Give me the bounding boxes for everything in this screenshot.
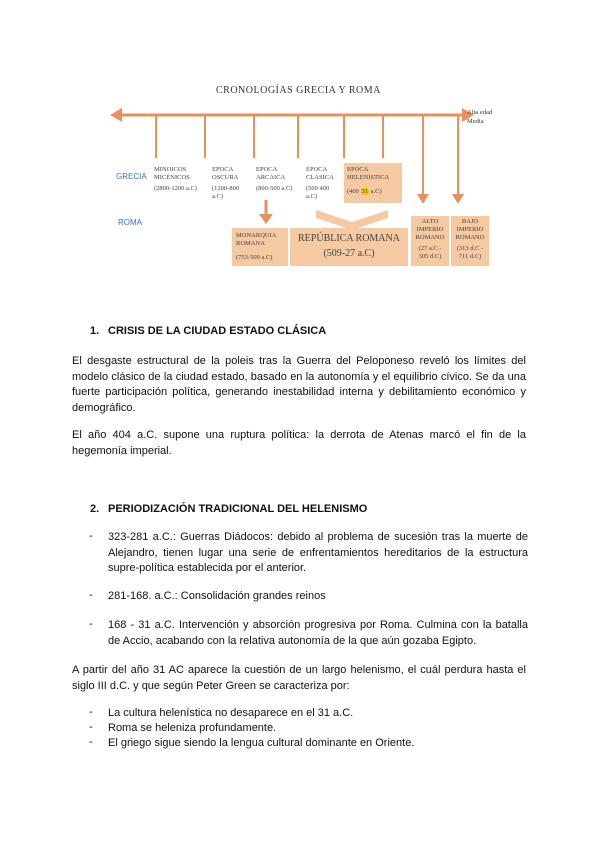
period-dates: (509-27 a.C) xyxy=(323,248,375,259)
period-name: MONARQUIA ROMANA xyxy=(236,232,277,247)
period-clasica xyxy=(306,166,340,201)
section1-number: 1. xyxy=(90,325,100,337)
bullet-dash: - xyxy=(89,736,93,748)
section1-paragraph2: El año 404 a.C. supone una ruptura política: la derrota de Atenas marcó el fin de la hegemonía imperial. xyxy=(72,429,526,457)
section2-title: PERIODIZACIÓN TRADICIONAL DEL HELENISMO xyxy=(108,503,368,515)
bullet-dash: - xyxy=(89,721,93,733)
list-item-text: El griego sigue siendo la lengua cultural dominante en Oriente. xyxy=(108,737,415,749)
period-name: REPÚBLICA ROMANA xyxy=(298,233,400,244)
period-dates: (313 d.C - 711 d.C) xyxy=(456,245,484,260)
period-alto-imperio xyxy=(411,216,449,266)
period-monarquia xyxy=(232,228,288,266)
section1-title: CRISIS DE LA CIUDAD ESTADO CLÁSICA xyxy=(108,325,327,337)
bullet-dash: - xyxy=(89,589,93,601)
period-dates: (500 400 a.C) xyxy=(306,185,330,200)
list-item-text: Roma se heleniza profundamente. xyxy=(108,722,277,734)
period-dates: (800-500 a.C) xyxy=(256,185,293,192)
dates-prefix: (400 xyxy=(347,188,359,195)
period-name: BAJO IMPERIO ROMANO xyxy=(455,218,485,241)
period-name: EPOCA CLASICA xyxy=(306,166,334,181)
bullet-dash: - xyxy=(89,618,93,630)
bullet-dash: - xyxy=(89,530,93,542)
list-item-text: 281-168. a.C.: Consolidación grandes reinos xyxy=(108,590,326,602)
period-dates: (2800-1200 a.C) xyxy=(154,185,197,192)
period-helenistica xyxy=(344,163,402,203)
period-dates: (1200-800 a.C) xyxy=(212,185,240,200)
section1-paragraph1: El desgaste estructural de la poleis tras la Guerra del Peloponeso reveló los límites del modelo clásico de la ciudad estado, basado en la autonomía y el equilibrio cívico. Se da una fuerte participación política, generando inestabilidad interna y debilitamiento económico y demográfico. xyxy=(72,355,526,414)
alta-edad-media-label: Alta edad Media xyxy=(467,109,493,125)
period-dates: (753-509 a.C) xyxy=(236,254,273,261)
period-dates xyxy=(347,188,399,196)
dates-suffix: a.C) xyxy=(370,188,382,195)
list-item-text: La cultura helenística no desaparece en el 31 a.C. xyxy=(108,707,354,719)
list-item-text: 168 - 31 a.C. Intervención y absorción progresiva por Roma. Culmina con la batalla de Accio, acabando con la relativa autonomía de la que aún gozaba Egipto. xyxy=(108,619,528,647)
row-label-roma: ROMA xyxy=(118,218,142,227)
period-republica xyxy=(290,228,408,266)
period-arcaica xyxy=(256,166,300,193)
section2-number: 2. xyxy=(90,503,100,515)
section2-paragraph: A partir del año 31 AC aparece la cuestión de un largo helenismo, el cuál perdura hasta el siglo III d.C. y que según Peter Green se caracteriza por: xyxy=(72,664,526,692)
period-name: ALTO IMPERIO ROMANO xyxy=(415,218,445,241)
chronology-diagram xyxy=(108,78,493,278)
dates-highlight: 31 xyxy=(361,188,369,195)
diagram-title: CRONOLOGÍAS GRECIA Y ROMA xyxy=(216,85,381,96)
period-minoicos xyxy=(154,166,200,193)
period-name: MINOICOS MICÉNICOS xyxy=(154,166,190,181)
period-bajo-imperio xyxy=(451,216,489,266)
list-item-text: 323-281 a.C.: Guerras Diádocos: debido al problema de sucesión tras la muerte de Alejandro, tienen lugar una serie de enfrentamientos hereditarios de la estructura supre-política establecida por el anterior. xyxy=(108,531,528,574)
period-oscura xyxy=(212,166,248,201)
row-label-grecia: GRECIA xyxy=(116,172,147,181)
period-dates: (27 a.C - 305 d.C) xyxy=(418,245,442,260)
bullet-dash: - xyxy=(89,706,93,718)
period-name: EPOCA HELENISTICA xyxy=(347,166,390,181)
period-name: EPOCA OSCURA xyxy=(212,166,239,181)
period-name: EPOCA ARCAICA xyxy=(256,166,286,181)
